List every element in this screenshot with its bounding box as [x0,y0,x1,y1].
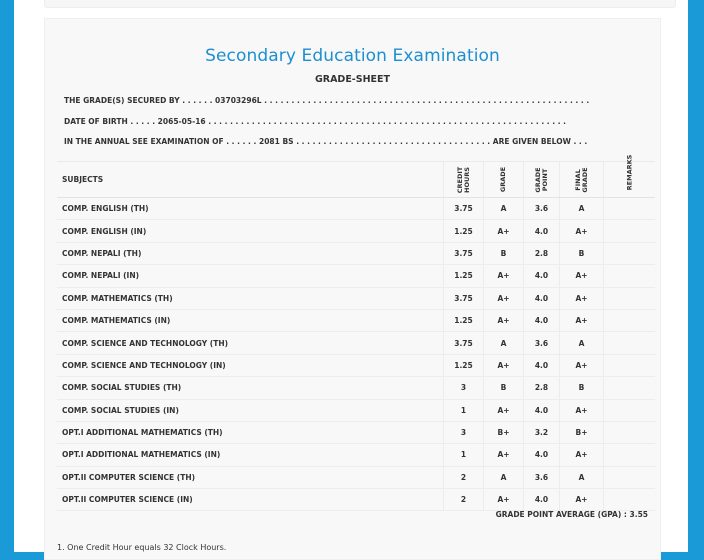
subject-cell: COMP. ENGLISH (TH) [62,204,149,214]
header-remarks [603,154,655,197]
credit-hours-cell: 3.75 [443,243,483,264]
subject-cell: COMP. MATHEMATICS (TH) [62,293,173,303]
remarks-cell [603,310,655,331]
credit-hours-cell: 3 [443,377,483,398]
credit-hours-cell: 1 [443,400,483,421]
credit-hours-cell: 3 [443,422,483,443]
header-grade-point-label: GRADE POINT [533,166,549,193]
header-grade [483,162,523,197]
final-grade-cell: B+ [559,422,603,443]
header-credit-hours-label: CREDIT HOURS [455,166,471,193]
table-row [57,467,655,489]
exam-line: IN THE ANNUAL SEE EXAMINATION OF . . . . . . 2081 BS . . . . . . . . . . . . . . . . . . . . . . . . . . . . . . . . . . . . ARE GIVEN BELOW . . . [64,137,588,146]
final-grade-cell: A [559,332,603,353]
subject-cell: OPT.I ADDITIONAL MATHEMATICS (IN) [62,450,221,460]
grade-cell: A+ [483,400,523,421]
credit-hours-cell: 2 [443,467,483,488]
grade-cell: A+ [483,288,523,309]
table-row [57,310,655,332]
grade-cell: A+ [483,265,523,286]
header-credit-hours [443,162,483,197]
subject-cell: COMP. SOCIAL STUDIES (TH) [62,383,182,393]
grade-point-cell: 4.0 [523,220,559,241]
final-grade-cell: A [559,198,603,219]
final-grade-cell: A+ [559,400,603,421]
grade-point-cell: 4.0 [523,400,559,421]
remarks-cell [603,198,655,219]
subject-cell: OPT.II COMPUTER SCIENCE (TH) [62,472,196,482]
final-grade-cell: B [559,377,603,398]
remarks-cell [603,377,655,398]
credit-hours-cell: 2 [443,489,483,510]
secured-by-line: THE GRADE(S) SECURED BY . . . . . . 03703296L . . . . . . . . . . . . . . . . . . . . . . . . . . . . . . . . . . . . . . . . . . . . . . . . . . . . . . . . . . . . [64,96,590,105]
grade-cell: A+ [483,489,523,510]
credit-hours-cell: 3.75 [443,288,483,309]
remarks-cell [603,400,655,421]
table-row [57,400,655,422]
final-grade-cell: A+ [559,220,603,241]
final-grade-cell: B [559,243,603,264]
header-grade-label: GRADE [499,166,507,193]
subject-cell: COMP. NEPALI (TH) [62,248,142,258]
credit-hours-cell: 3.75 [443,198,483,219]
subject-cell: COMP. NEPALI (IN) [62,271,140,281]
credit-hours-cell: 1.25 [443,355,483,376]
header-subjects: SUBJECTS [62,175,104,184]
table-row [57,422,655,444]
footnote: 1. One Credit Hour equals 32 Clock Hours. [57,543,227,552]
table-row [57,444,655,466]
grade-cell: B [483,243,523,264]
grade-cell: A+ [483,444,523,465]
table-body [57,198,655,511]
subject-cell: OPT.II COMPUTER SCIENCE (IN) [62,495,193,505]
table-row [57,243,655,265]
credit-hours-cell: 1.25 [443,310,483,331]
credit-hours-cell: 3.75 [443,332,483,353]
grade-point-cell: 4.0 [523,310,559,331]
table-row [57,288,655,310]
table-row [57,332,655,354]
credit-hours-cell: 1.25 [443,220,483,241]
grade-cell: A+ [483,220,523,241]
table-row [57,489,655,511]
subject-cell: COMP. ENGLISH (IN) [62,226,147,236]
grade-point-cell: 4.0 [523,355,559,376]
grade-point-cell: 3.6 [523,332,559,353]
final-grade-cell: A+ [559,444,603,465]
grade-point-cell: 3.6 [523,467,559,488]
remarks-cell [603,422,655,443]
grade-point-cell: 4.0 [523,444,559,465]
gpa-summary: GRADE POINT AVERAGE (GPA) : 3.55 [495,510,648,519]
remarks-cell [603,489,655,510]
subject-cell: COMP. SCIENCE AND TECHNOLOGY (TH) [62,338,229,348]
grade-cell: A [483,467,523,488]
subject-cell: COMP. SCIENCE AND TECHNOLOGY (IN) [62,360,226,370]
grades-table [57,154,655,511]
remarks-cell [603,220,655,241]
top-panel [44,0,676,8]
table-row [57,220,655,242]
exam-title: Secondary Education Examination [205,46,500,66]
final-grade-cell: A+ [559,489,603,510]
grade-cell: A+ [483,310,523,331]
credit-hours-cell: 1.25 [443,265,483,286]
page [14,0,688,552]
grade-sheet-heading: GRADE-SHEET [314,74,391,85]
grade-point-cell: 2.8 [523,377,559,398]
grade-cell: A+ [483,355,523,376]
grade-point-cell: 2.8 [523,243,559,264]
grade-point-cell: 4.0 [523,489,559,510]
grade-point-cell: 4.0 [523,288,559,309]
remarks-cell [603,265,655,286]
final-grade-cell: A+ [559,265,603,286]
grade-point-cell: 3.2 [523,422,559,443]
final-grade-cell: A+ [559,288,603,309]
subject-cell: COMP. SOCIAL STUDIES (IN) [62,405,179,415]
header-grade-point [523,162,559,197]
remarks-cell [603,355,655,376]
table-row [57,198,655,220]
table-row [57,377,655,399]
final-grade-cell: A+ [559,355,603,376]
remarks-cell [603,467,655,488]
table-row [57,355,655,377]
final-grade-cell: A [559,467,603,488]
remarks-cell [603,332,655,353]
grade-sheet [44,18,661,560]
grade-cell: A [483,332,523,353]
grade-cell: A [483,198,523,219]
remarks-cell [603,243,655,264]
date-of-birth-line: DATE OF BIRTH . . . . . 2065-05-16 . . . . . . . . . . . . . . . . . . . . . . . . . . . . . . . . . . . . . . . . . . . . . . . . . . . . . . . . . . . . . . . . . . [64,117,567,126]
header-remarks-label: REMARKS [624,154,633,191]
header-final-grade [559,162,603,197]
grade-point-cell: 3.6 [523,198,559,219]
remarks-cell [603,444,655,465]
credit-hours-cell: 1 [443,444,483,465]
grade-point-cell: 4.0 [523,265,559,286]
final-grade-cell: A+ [559,310,603,331]
table-row [57,265,655,287]
subject-cell: COMP. MATHEMATICS (IN) [62,316,171,326]
subject-cell: OPT.I ADDITIONAL MATHEMATICS (TH) [62,428,223,438]
grade-cell: B [483,377,523,398]
table-header [57,154,655,198]
remarks-cell [603,288,655,309]
header-final-grade-label: FINAL GRADE [573,166,589,193]
grade-cell: B+ [483,422,523,443]
